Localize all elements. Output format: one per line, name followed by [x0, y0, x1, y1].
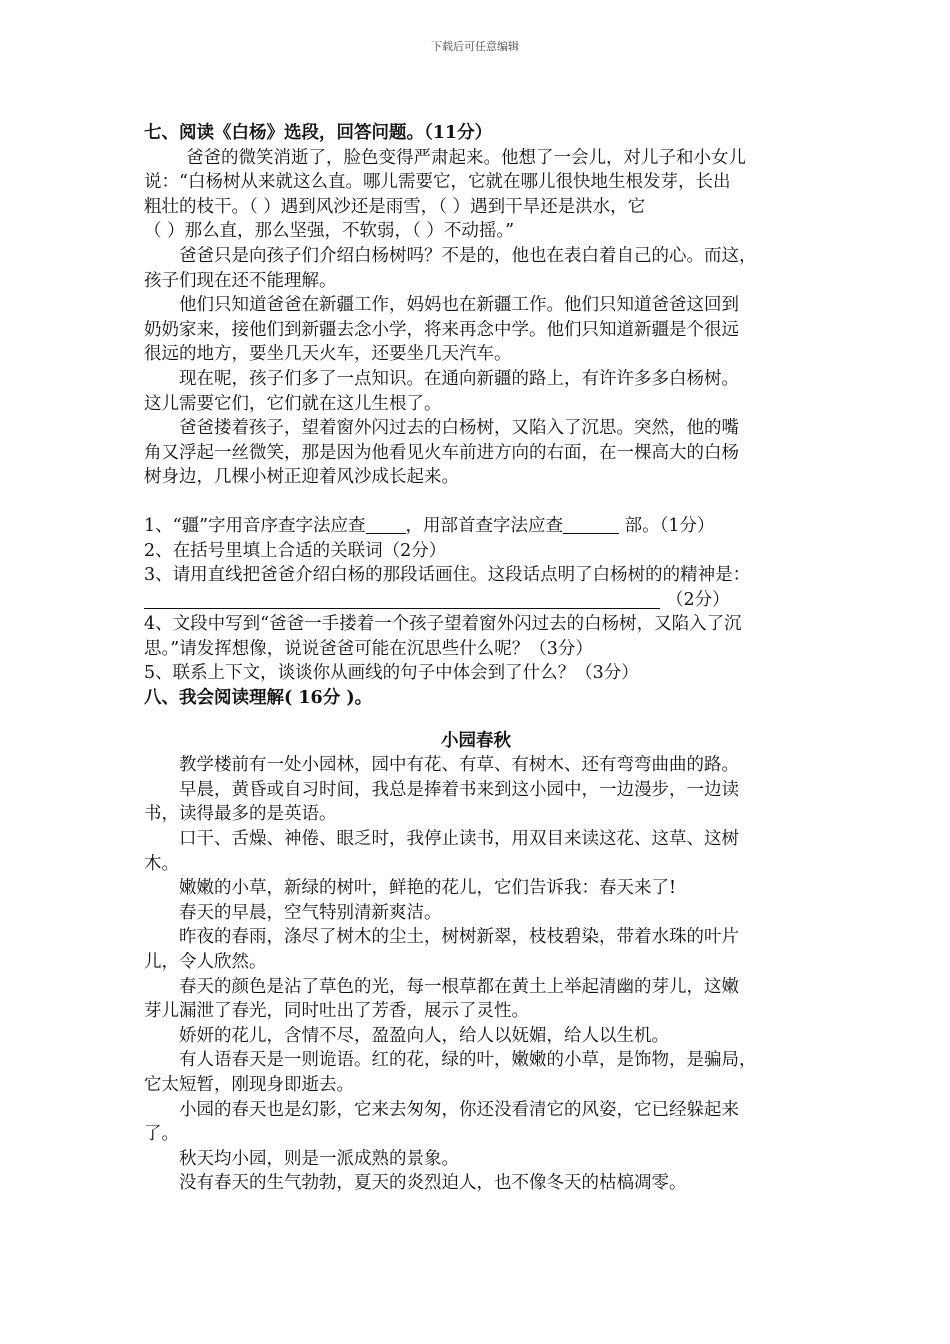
question-3-points: （2分） [666, 589, 730, 610]
question-3-answer-line [144, 588, 808, 613]
question-2: 2、在括号里填上合适的关联词（2分） [144, 540, 447, 561]
passage-line: 孩子们现在还不能理解。 [144, 270, 337, 291]
question-4-line-2: 思。”请发挥想像，说说爸爸可能在沉思些什么呢？（3分） [144, 638, 593, 659]
essay-line: 口干、舌燥、神倦、眼乏时，我停止读书，用双目来读这花、这草、这树 [179, 829, 739, 850]
passage-line: 说：“白杨树从来就这么直。哪儿需要它，它就在哪儿很快地生根发芽，长出 [144, 172, 731, 193]
question-3: 3、请用直线把爸爸介绍白杨的那段话画住。这段话点明了白杨树的的精神是： [144, 565, 751, 586]
passage-line: 角又浮起一丝微笑，那是因为他看见火车前进方向的右面，在一棵高大的白杨 [144, 442, 739, 463]
essay-line: 教学楼前有一处小园林，园中有花、有草、有树木、还有弯弯曲曲的路。 [179, 755, 739, 776]
passage-line: 奶奶家来，接他们到新疆去念小学，将来再念中学。他们只知道新疆是个很远 [144, 319, 739, 340]
essay-line: 有人语春天是一则诡语。红的花，绿的叶，嫩嫩的小草，是饰物，是骗局， [179, 1050, 757, 1071]
essay-line: 嫩嫩的小草，新绿的树叶，鲜艳的花儿，它们告诉我：春天来了! [179, 878, 677, 899]
answer-blank-1[interactable] [366, 517, 406, 534]
essay-line: 了。 [144, 1124, 179, 1145]
passage-line: 树身边，几棵小树正迎着风沙成长起来。 [144, 467, 459, 488]
answer-blank-2[interactable] [563, 517, 619, 534]
passage-line: 他们只知道爸爸在新疆工作，妈妈也在新疆工作。他们只知道爸爸这回到 [179, 295, 739, 316]
question-1 [144, 514, 808, 539]
essay-line: 小园的春天也是幻影，它来去匆匆，你还没看清它的风姿，它已经躲起来 [179, 1099, 739, 1120]
essay-line: 儿，令人欣然。 [144, 952, 267, 972]
section-8-title: 八、我会阅读理解( 16分 )。 [144, 688, 373, 709]
passage-line: 爸爸只是向孩子们介绍白杨树吗？不是的，他也在表白着自己的心。而这， [179, 245, 757, 266]
page-header: 下载后可任意编辑 [431, 40, 519, 53]
question-1-part-a: 1、“疆”字用音序查字法应查 [144, 515, 366, 536]
essay-line: 书，读得最多的是英语。 [144, 804, 337, 825]
essay-title: 小园春秋 [441, 730, 511, 751]
spacer [144, 490, 808, 514]
essay-line: 秋天均小园，则是一派成熟的景象。 [179, 1148, 459, 1169]
essay-line: 没有春天的生气勃勃，夏天的炎烈迫人，也不像冬天的枯槁凋零。 [179, 1173, 687, 1194]
question-5: 5、联系上下文，谈谈你从画线的句子中体会到了什么？（3分） [144, 663, 639, 684]
passage-line: 爸爸搂着孩子，望着窗外闪过去的白杨树，又陷入了沉思。突然，他的嘴 [179, 418, 739, 439]
document-body [144, 121, 808, 1196]
passage-line: 现在呢，孩子们多了一点知识。在通向新疆的路上，有许许多多白杨树。 [179, 368, 739, 389]
essay-body [144, 753, 808, 1196]
essay-line: 春天的早晨，空气特别清新爽洁。 [179, 902, 442, 923]
passage-line: 很远的地方，要坐几天火车，还要坐几天汽车。 [144, 344, 512, 365]
question-1-part-c: 部。（1分） [619, 515, 715, 536]
section-7-passage [144, 146, 808, 490]
passage-line: （ ）那么直，那么坚强，不软弱，（ ）不动摇。” [144, 221, 515, 242]
essay-line: 芽儿漏泄了春光，同时吐出了芳香，展示了灵性。 [144, 1001, 529, 1022]
essay-line: 娇妍的花儿，含情不尽，盈盈向人，给人以妩媚，给人以生机。 [179, 1025, 669, 1046]
essay-line: 早晨，黄昏或自习时间，我总是捧着书来到这小园中，一边漫步，一边读 [179, 779, 739, 800]
essay-line: 它太短暂，刚现身即逝去。 [144, 1074, 354, 1095]
answer-line[interactable] [144, 590, 660, 609]
essay-line: 春天的颜色是沾了草色的光，每一根草都在黄土上举起清幽的芽儿，这嫩 [179, 976, 739, 997]
section-7-title: 七、阅读《白杨》选段，回答问题。（11分） [144, 123, 493, 143]
passage-line: 这儿需要它们，它们就在这儿生根了。 [144, 393, 442, 414]
passage-line: 粗壮的枝干。（ ）遇到风沙还是雨雪，（ ）遇到干旱还是洪水，它 [144, 196, 646, 217]
spacer [144, 711, 808, 729]
passage-line: 爸爸的微笑消逝了，脸色变得严肃起来。他想了一会儿，对儿子和小女儿 [186, 147, 746, 168]
question-1-part-b: ，用部首查字法应查 [405, 515, 564, 536]
essay-line: 昨夜的春雨，涤尽了树木的尘土，树树新翠，枝枝碧染，带着水珠的叶片 [179, 927, 739, 948]
question-4-line-1: 4、文段中写到“爸爸一手搂着一个孩子望着窗外闪过去的白杨树，又陷入了沉 [144, 614, 742, 635]
essay-line: 木。 [144, 853, 179, 874]
